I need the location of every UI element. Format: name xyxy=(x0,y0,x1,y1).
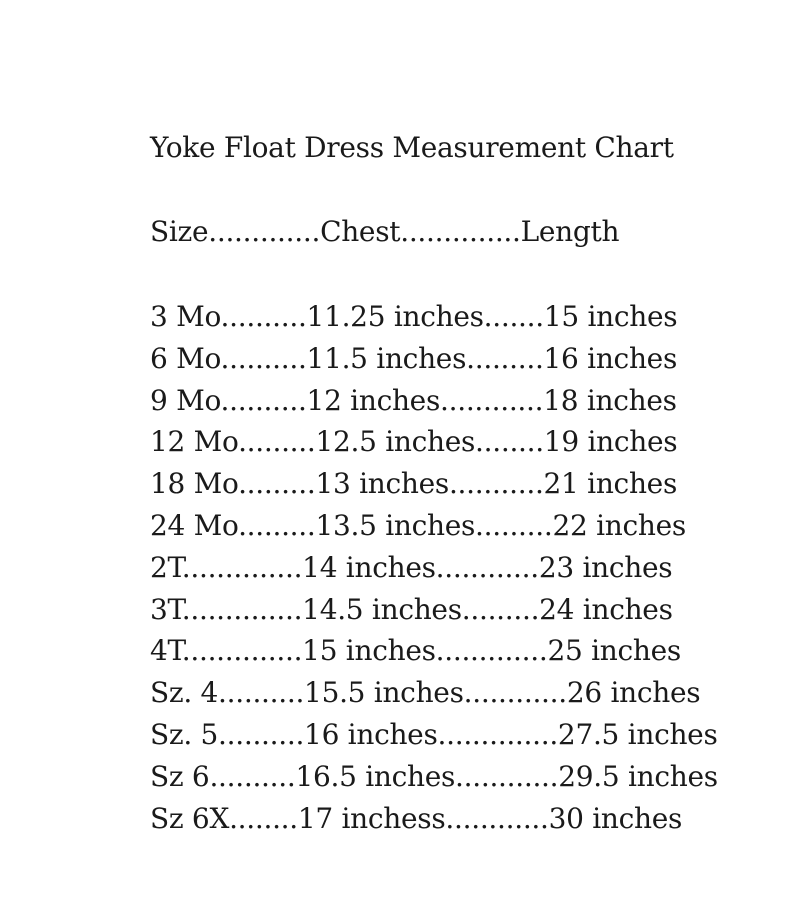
measurement-row: 24 Mo.........13.5 inches.........22 inches xyxy=(150,508,686,542)
measurement-row: 9 Mo..........12 inches............18 inches xyxy=(150,383,677,417)
measurement-row: 3T..............14.5 inches.........24 inches xyxy=(150,592,673,626)
measurement-list xyxy=(150,297,718,840)
column-header: Size.............Chest..............Length xyxy=(150,215,620,248)
measurement-row: 4T..............15 inches.............25 inches xyxy=(150,634,681,668)
measurement-row: 18 Mo.........13 inches...........21 inches xyxy=(150,467,678,501)
measurement-row: Sz 6..........16.5 inches............29.5 inches xyxy=(150,759,718,793)
measurement-row: 12 Mo.........12.5 inches........19 inches xyxy=(150,425,678,459)
measurement-row: Sz. 4..........15.5 inches............26 inches xyxy=(150,676,701,710)
measurement-row: Sz 6X........17 inchess............30 inches xyxy=(150,801,683,835)
measurement-row: 2T..............14 inches............23 inches xyxy=(150,550,673,584)
measurement-row: 3 Mo..........11.25 inches.......15 inches xyxy=(150,300,678,333)
chart-title: Yoke Float Dress Measurement Chart xyxy=(150,131,674,164)
measurement-row: 6 Mo..........11.5 inches.........16 inches xyxy=(150,341,678,375)
measurement-row: Sz. 5..........16 inches..............27.5 inches xyxy=(150,717,718,751)
